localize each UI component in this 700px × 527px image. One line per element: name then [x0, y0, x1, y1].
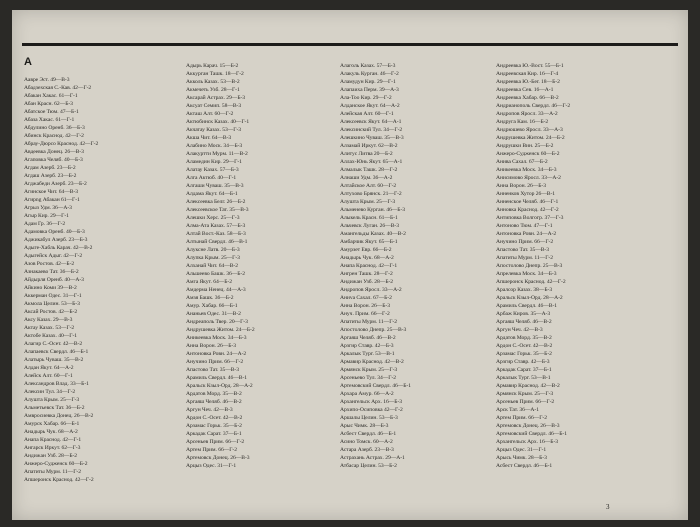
index-entry: Алапаиха Перм. 39—А-3	[340, 87, 399, 93]
index-entry: Алданское Якут. 64—А-2	[340, 103, 400, 109]
index-entry: Алма-Ата Казах. 57—Б-3	[186, 223, 246, 229]
index-entry: Акша Чит. 64—В-3	[186, 135, 232, 141]
index-entry: Анапа Краснод. 42—Г-1	[24, 437, 82, 443]
index-entry: Аральск Кзыл-Орд. 28—А-2	[496, 295, 563, 301]
index-entry: Апшеронск Краснод. 42—Г-2	[24, 477, 94, 483]
index-entry: Алейск Алт. 60—Г-1	[24, 373, 73, 379]
index-entry: Анна Ворон. 26—Б-3	[186, 343, 236, 349]
index-entry: Андреаполь Твер. 20—Г-3	[186, 319, 248, 325]
index-entry: Альменево Курган. 46—Б-3	[340, 207, 406, 213]
index-entry: Анадырь Чук. 68—А-2	[24, 429, 78, 435]
index-entry: Алдан Якут. 64—А-2	[24, 365, 74, 371]
index-entry: Анна Ворон. 26—Б-3	[340, 303, 390, 309]
index-entry: Актюбинск Казах. 40—Г-1	[186, 119, 250, 125]
index-entry: Алтынай Свердл. 46—В-1	[186, 239, 248, 245]
index-entry: Аксарай Астрах. 29—Б-3	[186, 95, 246, 101]
index-entry: Архипо-Осиповка 42—Г-2	[340, 407, 403, 413]
index-entry: Агинское Чит. 64—В-3	[24, 189, 79, 195]
index-column-3	[340, 62, 486, 492]
index-entry: Алексеевка Белг. 26—Б-2	[186, 199, 246, 205]
index-entry: Анненков Хутор 26—В-1	[496, 191, 556, 197]
index-entry: Астара Азерб. 23—В-3	[340, 447, 394, 453]
index-entry: Аниva Сахал. 67—Б-2	[340, 295, 392, 301]
index-entry: Андрюшево Яросл. 33—А-3	[496, 127, 563, 133]
index-entry: Актобе Казах. 40—Г-1	[24, 333, 78, 339]
index-entry: Абрау-Дюрсо Краснод. 42—Г-2	[24, 141, 99, 147]
index-entry: Апрелевка Моск. 34—Б-3	[496, 271, 557, 277]
index-entry: Алатырь Чуваш. 35—В-2	[24, 357, 84, 363]
index-entry: Арцыз Одес. 31—Г-1	[186, 463, 237, 469]
index-entry: Анадырь Чук. 68—А-2	[340, 255, 394, 261]
index-entry: Арцыз Одес. 31—Г-1	[496, 447, 547, 453]
index-entry: Альметьевск Тат. 36—Б-2	[24, 405, 85, 411]
index-entry: Асбест Свердл. 46—Б-1	[496, 463, 553, 469]
index-entry: Акташ Алт. 60—Г-2	[186, 111, 234, 117]
index-entry: Атбасар Целин. 53—Б-2	[340, 463, 397, 469]
index-column-1	[24, 76, 170, 506]
index-entry: Алапаевск Свердл. 46—Б-1	[24, 349, 89, 355]
index-entry: Аралсор Казах. 38—Б-3	[496, 287, 553, 293]
index-entry: Арыс Чимк. 28—Б-3	[340, 423, 389, 429]
index-entry: Адыгейск Адыг. 42—Г-2	[24, 253, 83, 259]
index-entry: Андижан Узб. 28—Б-2	[340, 279, 394, 285]
index-entry: Армянск Крым. 25—Г-3	[340, 367, 398, 373]
index-entry: Алуксне Латв. 20—Б-3	[186, 247, 240, 253]
atlas-index-page	[12, 10, 688, 520]
index-entry: Адамовка Оренб. 40—Б-3	[24, 229, 85, 235]
index-entry: Агдаш Азерб. 23—Б-2	[24, 173, 77, 179]
index-entry: Арзгир Ставр. 42—Б-3	[496, 359, 550, 365]
index-entry: Ануч. Прим. 66—Г-2	[340, 311, 390, 317]
index-entry: Андруга Кам. 16—Б-2	[496, 119, 549, 125]
index-entry: Астрахань Астрах. 29—А-1	[340, 455, 405, 461]
index-entry: Алнаши Удм. 36—А-2	[340, 175, 393, 181]
index-entry: Армавир Краснод. 42—В-2	[340, 359, 404, 365]
index-entry: Амзя Башк. 36—Б-2	[186, 295, 234, 301]
index-entry: Абаза Хакас. 61—Г-1	[24, 117, 75, 123]
index-entry: Артемовский Свердл. 46—Б-1	[496, 431, 567, 437]
index-entry: Алтай Вост.-Каз. 58—Б-3	[186, 231, 246, 237]
index-entry: Асбест Свердл. 46—Б-1	[340, 431, 397, 437]
index-entry: Алга Актюб. 40—Г-1	[186, 175, 237, 181]
index-entry: Акколь Казах. 53—В-2	[186, 79, 240, 85]
index-entry: Архара Амур. 66—А-2	[340, 391, 394, 397]
index-entry: Армавир Краснод. 42—В-2	[496, 383, 560, 389]
index-entry: Алексеевск Якут. 64—А-1	[340, 119, 402, 125]
index-entry: Алушта Крым. 25—Г-3	[340, 199, 396, 205]
index-entry: Аксу Казах. 29—В-3	[24, 317, 73, 323]
index-entry: Алексинский Тул. 34—Г-2	[340, 127, 403, 133]
index-entry: Аавре Эст. 49—В-3	[24, 77, 70, 83]
index-entry: Андреевская Кир. 16—Г-4	[496, 71, 559, 77]
index-entry: Агджабеди Азерб. 23—Б-2	[24, 181, 87, 187]
index-entry: Арбаж Киров. 35—А-3	[496, 311, 551, 317]
index-entry: Айкино Коми 39—В-2	[24, 285, 77, 291]
index-entry: Алханай Чит. 64—В-2	[186, 263, 238, 269]
index-entry: Анжеро-Судженск 60—Б-2	[496, 151, 560, 157]
index-entry: Алакуртти Мурм. 11—В-2	[186, 151, 248, 157]
index-entry: Алатау Казах. 57—Б-3	[186, 167, 239, 173]
page-number: 3	[606, 503, 610, 511]
index-entry: Алагир С.-Осет. 42—В-2	[24, 341, 83, 347]
index-entry: Артемовск Донец. 26—В-3	[496, 423, 560, 429]
index-entry: Артемовск Донец. 26—В-3	[186, 455, 250, 461]
index-entry: Азнакаево Тат. 36—Б-2	[24, 269, 79, 275]
index-entry: Амурск Хабар. 66—Б-1	[24, 421, 80, 427]
index-entry: Адам Гр. 36—Г-2	[24, 221, 66, 227]
index-entry: Антоновка Ровн. 24—А-2	[496, 231, 557, 237]
index-entry: Апостолово Днепр. 25—В-3	[496, 263, 563, 269]
index-entry: Алакуль Курган. 46—Г-2	[340, 71, 399, 77]
index-entry: Андрушевка Житом. 24—Б-2	[496, 135, 565, 141]
index-entry: Аргаяш Челяб. 46—В-2	[186, 399, 242, 405]
index-entry: Алзамай Иркут. 62—В-2	[340, 143, 398, 149]
index-entry: Андропов Яросл. 33—А-2	[496, 111, 558, 117]
index-entry: Анжеро-Судженск 60—Б-2	[24, 461, 88, 467]
index-entry: Аршалы Целин. 53—Б-3	[340, 415, 398, 421]
index-entry: Ардатов Морд. 35—В-2	[496, 335, 552, 341]
index-entry: Амангельды Казах. 40—В-2	[340, 231, 406, 237]
index-entry: Арамиль Свердл. 46—В-1	[496, 303, 558, 309]
index-entry: Андреевка Ю.-Бег. 18—Б-2	[496, 79, 560, 85]
index-entry: Аксуат Семип. 58—В-3	[186, 103, 242, 109]
index-entry: Арзгир Ставр. 42—Б-3	[340, 343, 394, 349]
index-entry: Агыр Кир. 29—Г-1	[24, 213, 69, 219]
index-entry: Апостолово Днепр. 25—В-3	[340, 327, 407, 333]
index-column-2	[186, 62, 332, 492]
index-entry: Алупка Крым. 25—Г-3	[186, 255, 240, 261]
index-entry: Ардон С.-Осет. 42—В-2	[496, 343, 553, 349]
index-entry: Аркадак Сарат. 37—Б-1	[496, 367, 552, 373]
index-entry: Алтухово Брянск. 21—Г-2	[340, 191, 402, 197]
index-entry: Актау Казах. 53—Г-2	[24, 325, 75, 331]
index-entry: Адыге-Хабль Карач. 42—В-2	[24, 245, 93, 251]
index-entry: Ананьев Одес. 31—В-2	[186, 311, 241, 317]
index-entry: Абдулино Оренб. 36—Б-3	[24, 125, 85, 131]
index-entry: Ардатов Морд. 35—В-2	[186, 391, 242, 397]
index-entry: Анучино Прим. 66—Г-2	[496, 239, 554, 245]
index-entry: Аникеевка Моск. 34—Б-3	[496, 167, 557, 173]
index-entry: Андреевка Сев. 16—А-1	[496, 87, 554, 93]
index-entry: Артемовский Свердл. 46—Б-1	[340, 383, 411, 389]
index-entry: Артем Прим. 66—Г-2	[186, 447, 237, 453]
index-entry: Аламедин Кир. 29—Г-1	[186, 159, 242, 165]
index-entry: Андреевка Ю.-Вост. 55—Б-1	[496, 63, 564, 69]
index-entry: Амдерма Ненец. 44—А-3	[186, 287, 246, 293]
index-entry: Агиpng Абакан 61—Г-1	[24, 197, 80, 203]
index-entry: Агаповка Челяб. 40—Б-3	[24, 157, 83, 163]
header-rule	[22, 43, 678, 46]
index-entry: Апастово Тат. 35—В-3	[186, 367, 239, 373]
index-entry: Аргун Чеч. 42—В-3	[496, 327, 543, 333]
index-entry: Альчевск Луган. 26—В-3	[340, 223, 399, 229]
index-entry: Аркадак Сарат. 37—Б-1	[186, 431, 242, 437]
index-entry: Азов Ростов. 42—Б-2	[24, 261, 75, 267]
index-entry: Амга Якут. 64—Б-2	[186, 279, 232, 285]
index-entry: Аламудун Кир. 29—Г-1	[340, 79, 396, 85]
index-entry: Апатиты Мурм. 11—Г-2	[496, 255, 553, 261]
index-entry: Акмечеть Узб. 28—Г-1	[186, 87, 240, 93]
index-entry: Апатиты Мурм. 11—Г-2	[24, 469, 81, 475]
index-entry: Антиповка Волгогр. 37—Г-3	[496, 215, 564, 221]
index-entry: Арсеньев Прим. 66—Г-2	[496, 399, 555, 405]
index-entry: Арсеньев Прим. 66—Г-2	[186, 439, 245, 445]
index-entry: Асино Томск. 60—А-2	[340, 439, 393, 445]
index-entry: Алгаши Чуваш. 35—В-3	[186, 183, 244, 189]
index-entry: Алитус Литва 20—Б-2	[340, 151, 393, 157]
index-entry: Армянск Крым. 25—Г-3	[496, 391, 554, 397]
index-entry: Андрушевка Житом. 24—Б-2	[186, 327, 255, 333]
index-entry: Андрушки Вин. 25—Б-2	[496, 143, 554, 149]
index-entry: Архангельск Арх. 16—Б-3	[496, 439, 559, 445]
index-entry: Аксай Ростов. 42—Б-2	[24, 309, 78, 315]
index-entry: Александров Влад. 33—Б-1	[24, 381, 89, 387]
index-entry: Алдама Якут. 64—Б-1	[186, 191, 238, 197]
index-entry: Андрианополь Свердл. 46—Г-2	[496, 103, 571, 109]
index-entry: Агрыз Удм. 36—А-3	[24, 205, 72, 211]
index-entry: Анива Сахал. 67—Б-2	[496, 159, 548, 165]
index-entry: Арысь Чимк. 28—Б-3	[496, 455, 547, 461]
index-entry: Ангарск Иркут. 62—Г-3	[24, 445, 81, 451]
index-entry: Ардон С.-Осет. 42—В-2	[186, 415, 243, 421]
index-entry: Анучино Прим. 66—Г-2	[186, 359, 244, 365]
index-entry: Анненское Челяб. 46—Г-1	[496, 199, 559, 205]
index-entry: Анна Ворон. 26—Б-3	[496, 183, 546, 189]
index-entry: Айдырля Оренб. 40—А-3	[24, 277, 84, 283]
index-entry: Алыкель Красн. 61—Б-1	[340, 215, 398, 221]
index-entry: Алушта Крым. 25—Г-3	[24, 397, 80, 403]
section-letter: А	[24, 56, 32, 68]
index-entry: Аральск Кзыл-Орд. 28—А-2	[186, 383, 253, 389]
index-entry: Алабино Моск. 34—Б-3	[186, 143, 243, 149]
index-entry: Альшеево Башк. 36—Б-2	[186, 271, 245, 277]
index-entry: Апатиты Мурм. 11—Г-2	[340, 319, 397, 325]
index-entry: Абинск Краснод. 42—Г-2	[24, 133, 84, 139]
index-entry: Алешкино Чуваш. 35—В-3	[340, 135, 404, 141]
index-entry: Адырь Карач. 15—Б-2	[186, 63, 239, 69]
index-entry: Абатское Тюм. 47—Б-1	[24, 109, 79, 115]
index-entry: Амвросиевка Донец. 26—В-2	[24, 413, 94, 419]
index-entry: Алмалык Ташк. 28—Г-2	[340, 167, 398, 173]
index-entry: Антоновка Ровн. 24—А-2	[186, 351, 247, 357]
index-entry: Аллах-Юнь Якут. 65—А-1	[340, 159, 403, 165]
index-entry: Антоново Тюм. 47—Г-1	[496, 223, 553, 229]
index-entry: Андропов Яросл. 33—А-2	[340, 287, 402, 293]
index-entry: Абакан Хакас. 61—Г-1	[24, 93, 78, 99]
index-entry: Арзамас Горьк. 35—Б-2	[496, 351, 552, 357]
index-entry: Анновка Краснод. 42—Г-2	[496, 207, 559, 213]
index-entry: Абан Красн. 62—Б-3	[24, 101, 73, 107]
index-entry: Аркалык Тург. 53—В-1	[496, 375, 551, 381]
index-entry: Аджикабул Азерб. 23—Б-3	[24, 237, 88, 243]
index-entry: Алейская Алт. 60—Г-1	[340, 111, 394, 117]
index-entry: Аккерман Одес. 31—Г-1	[24, 293, 82, 299]
index-column-4	[496, 62, 642, 492]
index-entry: Аккурган Ташк. 18—Г-2	[186, 71, 244, 77]
index-entry: Арск Тат. 36—А-1	[496, 407, 539, 413]
index-entry: Алексеевское Тат. 35—В-3	[186, 207, 249, 213]
index-entry: Андреевка Хабар. 66—В-2	[496, 95, 559, 101]
index-entry: Ангрен Ташк. 28—Г-2	[340, 271, 393, 277]
index-entry: Амурзет Евр. 66—Б-2	[340, 247, 392, 253]
index-entry: Абадзехская С.-Кав. 42—Г-2	[24, 85, 92, 91]
index-entry: Архангельск Арх. 16—Б-3	[340, 399, 403, 405]
index-entry: Алешки Херс. 25—Г-3	[186, 215, 240, 221]
index-entry: Авдеевка Донец. 26—В-3	[24, 149, 84, 155]
index-entry: Алаголь Казах. 57—Б-3	[340, 63, 396, 69]
index-entry: Алексин Тул. 34—Г-2	[24, 389, 76, 395]
index-entry: Арсеньево Тул. 34—Г-2	[340, 375, 397, 381]
index-entry: Алтайское Алт. 60—Г-2	[340, 183, 397, 189]
index-entry: Арзамас Горьк. 35—Б-2	[186, 423, 242, 429]
index-entry: Артем Прим. 66—Г-2	[496, 415, 547, 421]
index-entry: Арамиль Свердл. 46—В-1	[186, 375, 248, 381]
index-entry: Апастово Тат. 35—В-3	[496, 247, 549, 253]
index-entry: Аргун Чеч. 42—В-3	[186, 407, 233, 413]
index-entry: Аргаяш Челяб. 46—В-2	[340, 335, 396, 341]
index-entry: Апшеронск Краснод. 42—Г-2	[496, 279, 566, 285]
index-entry: Андижан Узб. 28—Б-2	[24, 453, 78, 459]
index-entry: Амур. Хабар. 66—Б-1	[186, 303, 238, 309]
index-entry: Анапа Краснод. 42—Г-1	[340, 263, 398, 269]
index-entry: Акмола Целин. 53—Б-3	[24, 301, 80, 307]
index-entry: Ала-Тоо Кир. 29—Г-2	[340, 95, 392, 101]
index-entry: Аркалык Тург. 53—В-1	[340, 351, 395, 357]
index-entry: Анисимово Яросл. 33—А-2	[496, 175, 561, 181]
index-entry: Амбарчик Якут. 65—Б-1	[340, 239, 398, 245]
index-entry: Агдам Азерб. 23—Б-2	[24, 165, 76, 171]
index-entry: Акчатау Казах. 53—Г-3	[186, 127, 242, 133]
index-entry: Аникеевка Моск. 34—Б-3	[186, 335, 247, 341]
index-entry: Аргаяш Челяб. 46—В-2	[496, 319, 552, 325]
